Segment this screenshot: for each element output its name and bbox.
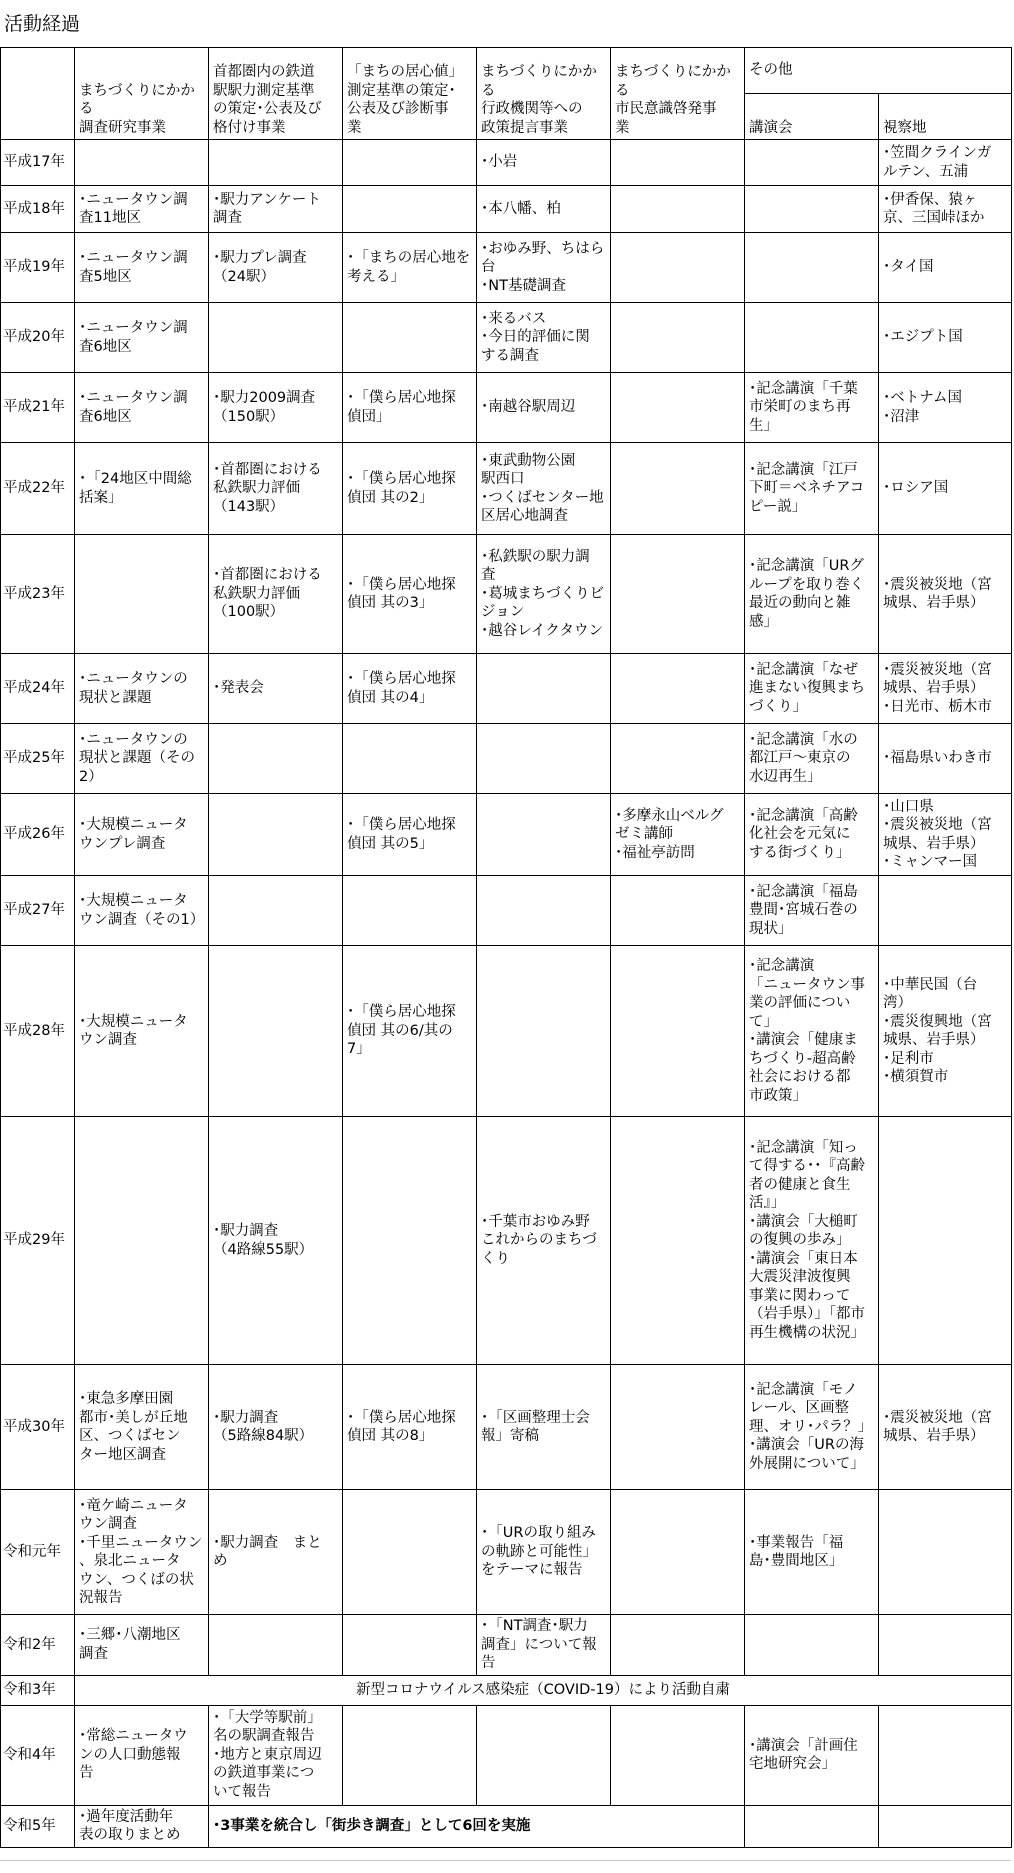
year-cell: 令和3年 bbox=[1, 1675, 75, 1705]
table-row bbox=[1, 186, 1012, 233]
station-cell: ･駅力調査 まと め bbox=[209, 1490, 343, 1615]
header-tour: 視察地 bbox=[879, 94, 1012, 140]
year-cell: 平成25年 bbox=[1, 724, 75, 794]
header-year bbox=[1, 48, 75, 140]
station-cell: ･駅力2009調査 （150駅） bbox=[209, 373, 343, 443]
research-cell: ･常総ニュータウ ンの人口動態報 告 bbox=[75, 1705, 209, 1805]
policy-cell: ･千葉市おゆみ野 これからのまちづ くり bbox=[477, 1117, 611, 1365]
lecture-cell: ･記念講演「URグ ループを取り巻く 最近の動向と雑 感」 bbox=[745, 535, 879, 654]
lecture-cell: ･記念講演 「ニュータウン事 業の評価につい て」 ･講演会「健康ま ちづくり-超高齢 社会における都 市政策」 bbox=[745, 946, 879, 1117]
research-cell: ･竜ケ崎ニュータ ウン調査 ･千里ニュータウン 、泉北ニュータ ウン、つくばの状 況報告 bbox=[75, 1490, 209, 1615]
ibasho-cell bbox=[343, 140, 477, 186]
station-cell: ･首都圏における 私鉄駅力評価 （143駅） bbox=[209, 443, 343, 535]
table-row bbox=[1, 654, 1012, 724]
ibasho-cell: ･「僕ら居心地探 偵団 其の4」 bbox=[343, 654, 477, 724]
policy-cell: ･東武動物公園 駅西口 ･つくばセンター地 区居心地調査 bbox=[477, 443, 611, 535]
research-cell: ･ニュータウン調 査6地区 bbox=[75, 303, 209, 373]
research-cell bbox=[75, 535, 209, 654]
policy-cell bbox=[477, 876, 611, 946]
citizen-cell bbox=[611, 876, 745, 946]
station-cell: ･駅力アンケート 調査 bbox=[209, 186, 343, 233]
lecture-cell: ･記念講演「知っ て得する･･『高齢 者の健康と食生 活』」 ･講演会「大槌町 の復興の歩み」 ･講演会「東日本 大震災津波復興 事業に関わって （岩手県）」「都市 再生機構の状況」 bbox=[745, 1117, 879, 1365]
table-row bbox=[1, 233, 1012, 303]
policy-cell: ･小岩 bbox=[477, 140, 611, 186]
policy-cell: ･おゆみ野、ちはら 台 ･NT基礎調査 bbox=[477, 233, 611, 303]
tour-cell: ･中華民国（台 湾） ･震災復興地（宮 城県、岩手県） ･足利市 ･横須賀市 bbox=[879, 946, 1012, 1117]
tour-cell bbox=[879, 1705, 1012, 1805]
citizen-cell bbox=[611, 1490, 745, 1615]
table-row bbox=[1, 1615, 1012, 1676]
citizen-cell bbox=[611, 535, 745, 654]
lecture-cell: ･記念講演「水の 都江戸～東京の 水辺再生」 bbox=[745, 724, 879, 794]
ibasho-cell: ･「僕ら居心地探 偵団」 bbox=[343, 373, 477, 443]
lecture-cell: ･記念講演「福島 豊間･宮城石巻の 現状」 bbox=[745, 876, 879, 946]
activity-table bbox=[0, 47, 1012, 1848]
table-row bbox=[1, 1490, 1012, 1615]
policy-cell: ･「区画整理士会 報」寄稿 bbox=[477, 1365, 611, 1490]
ibasho-cell: ･「僕ら居心地探 偵団 其の3」 bbox=[343, 535, 477, 654]
station-cell: ･首都圏における 私鉄駅力評価 （100駅） bbox=[209, 535, 343, 654]
ibasho-cell bbox=[343, 1615, 477, 1676]
citizen-cell: ･多摩永山ベルグ ゼミ講師 ･福祉亭訪問 bbox=[611, 794, 745, 876]
policy-cell bbox=[477, 724, 611, 794]
lecture-cell: ･記念講演「高齢 化社会を元気に する街づくり」 bbox=[745, 794, 879, 876]
bottom-divider bbox=[0, 1860, 1011, 1861]
tour-cell: ･エジプト国 bbox=[879, 303, 1012, 373]
citizen-cell bbox=[611, 946, 745, 1117]
research-cell: ･大規模ニュータ ウンプレ調査 bbox=[75, 794, 209, 876]
citizen-cell bbox=[611, 443, 745, 535]
policy-cell: ･来るバス ･今日的評価に関 する調査 bbox=[477, 303, 611, 373]
ibasho-cell: ･「まちの居心地を 考える」 bbox=[343, 233, 477, 303]
header-citizen: まちづくりにかかる 市民意識啓発事 業 bbox=[611, 48, 745, 140]
year-cell: 平成23年 bbox=[1, 535, 75, 654]
lecture-cell bbox=[745, 140, 879, 186]
table-row bbox=[1, 303, 1012, 373]
ibasho-cell bbox=[343, 1705, 477, 1805]
policy-cell: ･南越谷駅周辺 bbox=[477, 373, 611, 443]
policy-cell: ･「URの取り組み の軌跡と可能性」 をテーマに報告 bbox=[477, 1490, 611, 1615]
year-cell: 令和2年 bbox=[1, 1615, 75, 1676]
policy-cell bbox=[477, 654, 611, 724]
lecture-cell: ･講演会「計画住 宅地研究会」 bbox=[745, 1705, 879, 1805]
tour-cell: ･福島県いわき市 bbox=[879, 724, 1012, 794]
station-cell bbox=[209, 946, 343, 1117]
table-row bbox=[1, 876, 1012, 946]
year-cell: 令和5年 bbox=[1, 1805, 75, 1847]
tour-cell: ･震災被災地（宮 城県、岩手県） ･日光市、栃木市 bbox=[879, 654, 1012, 724]
merged-survey-cell: ･3事業を統合し「街歩き調査」として6回を実施 bbox=[209, 1805, 745, 1847]
header-lecture: 講演会 bbox=[745, 94, 879, 140]
ibasho-cell bbox=[343, 1490, 477, 1615]
policy-cell bbox=[477, 946, 611, 1117]
lecture-cell: ･記念講演「千葉 市栄町のまち再 生」 bbox=[745, 373, 879, 443]
header-research: まちづくりにかかる 調査研究事業 bbox=[75, 48, 209, 140]
table-row bbox=[1, 794, 1012, 876]
table-row bbox=[1, 443, 1012, 535]
station-cell bbox=[209, 876, 343, 946]
year-cell: 平成27年 bbox=[1, 876, 75, 946]
lecture-cell bbox=[745, 1615, 879, 1676]
research-cell: ･「24地区中間総 括案」 bbox=[75, 443, 209, 535]
lecture-cell bbox=[745, 1805, 879, 1847]
research-cell: ･大規模ニュータ ウン調査 bbox=[75, 946, 209, 1117]
tour-cell bbox=[879, 876, 1012, 946]
citizen-cell bbox=[611, 654, 745, 724]
lecture-cell: ･事業報告「福 島･豊間地区」 bbox=[745, 1490, 879, 1615]
station-cell bbox=[209, 303, 343, 373]
tour-cell bbox=[879, 1805, 1012, 1847]
research-cell: ･ニュータウンの 現状と課題 bbox=[75, 654, 209, 724]
research-cell bbox=[75, 140, 209, 186]
year-cell: 令和元年 bbox=[1, 1490, 75, 1615]
year-cell: 平成19年 bbox=[1, 233, 75, 303]
table-row bbox=[1, 724, 1012, 794]
table-row bbox=[1, 140, 1012, 186]
table-row bbox=[1, 373, 1012, 443]
research-cell: ･ニュータウン調 査11地区 bbox=[75, 186, 209, 233]
tour-cell: ･山口県 ･震災被災地（宮 城県、岩手県） ･ミャンマー国 bbox=[879, 794, 1012, 876]
year-cell: 平成21年 bbox=[1, 373, 75, 443]
tour-cell bbox=[879, 1490, 1012, 1615]
year-cell: 平成28年 bbox=[1, 946, 75, 1117]
citizen-cell bbox=[611, 1117, 745, 1365]
ibasho-cell bbox=[343, 186, 477, 233]
year-cell: 平成17年 bbox=[1, 140, 75, 186]
ibasho-cell: ･「僕ら居心地探 偵団 其の5」 bbox=[343, 794, 477, 876]
header-policy: まちづくりにかかる 行政機関等への 政策提言事業 bbox=[477, 48, 611, 140]
ibasho-cell bbox=[343, 303, 477, 373]
tour-cell: ･伊香保、猿ヶ 京、三国峠ほか bbox=[879, 186, 1012, 233]
covid-notice: 新型コロナウイルス感染症（COVID-19）により活動自粛 bbox=[75, 1675, 1012, 1705]
citizen-cell bbox=[611, 233, 745, 303]
station-cell bbox=[209, 140, 343, 186]
research-cell: ･ニュータウン調 査6地区 bbox=[75, 373, 209, 443]
research-cell: ･ニュータウン調 査5地区 bbox=[75, 233, 209, 303]
year-cell: 平成26年 bbox=[1, 794, 75, 876]
ibasho-cell: ･「僕ら居心地探 偵団 其の8」 bbox=[343, 1365, 477, 1490]
tour-cell bbox=[879, 1615, 1012, 1676]
research-cell: ･大規模ニュータ ウン調査（その1） bbox=[75, 876, 209, 946]
policy-cell: ･本八幡、柏 bbox=[477, 186, 611, 233]
citizen-cell bbox=[611, 303, 745, 373]
station-cell: ･「大学等駅前」 名の駅調査報告 ･地方と東京周辺 の鉄道事業につ いて報告 bbox=[209, 1705, 343, 1805]
table-row bbox=[1, 1705, 1012, 1805]
year-cell: 平成18年 bbox=[1, 186, 75, 233]
header-ibasho: 「まちの居心値」 測定基準の策定･ 公表及び診断事 業 bbox=[343, 48, 477, 140]
tour-cell: ･震災被災地（宮 城県、岩手県） bbox=[879, 1365, 1012, 1490]
citizen-cell bbox=[611, 1365, 745, 1490]
station-cell bbox=[209, 1615, 343, 1676]
lecture-cell: ･記念講演「なぜ 進まない復興まち づくり」 bbox=[745, 654, 879, 724]
citizen-cell bbox=[611, 1615, 745, 1676]
citizen-cell bbox=[611, 724, 745, 794]
table-row bbox=[1, 535, 1012, 654]
header-other: その他 bbox=[745, 48, 1012, 94]
research-cell bbox=[75, 1117, 209, 1365]
lecture-cell bbox=[745, 186, 879, 233]
lecture-cell: ･記念講演「江戸 下町＝ベネチアコ ピー説」 bbox=[745, 443, 879, 535]
station-cell: ･駅力プレ調査 （24駅） bbox=[209, 233, 343, 303]
station-cell bbox=[209, 724, 343, 794]
citizen-cell bbox=[611, 140, 745, 186]
tour-cell bbox=[879, 1117, 1012, 1365]
table-row bbox=[1, 1365, 1012, 1490]
research-cell: ･過年度活動年 表の取りまとめ bbox=[75, 1805, 209, 1847]
year-cell: 平成22年 bbox=[1, 443, 75, 535]
policy-cell bbox=[477, 1705, 611, 1805]
lecture-cell bbox=[745, 233, 879, 303]
ibasho-cell bbox=[343, 724, 477, 794]
year-cell: 平成29年 bbox=[1, 1117, 75, 1365]
research-cell: ･ニュータウンの 現状と課題（その 2） bbox=[75, 724, 209, 794]
ibasho-cell bbox=[343, 1117, 477, 1365]
tour-cell: ･震災被災地（宮 城県、岩手県） bbox=[879, 535, 1012, 654]
station-cell: ･駅力調査 （4路線55駅） bbox=[209, 1117, 343, 1365]
table-row bbox=[1, 946, 1012, 1117]
station-cell: ･発表会 bbox=[209, 654, 343, 724]
year-cell: 平成30年 bbox=[1, 1365, 75, 1490]
citizen-cell bbox=[611, 1705, 745, 1805]
tour-cell: ･タイ国 bbox=[879, 233, 1012, 303]
header-station: 首都圏内の鉄道 駅駅力測定基準 の策定･公表及び 格付け事業 bbox=[209, 48, 343, 140]
year-cell: 平成20年 bbox=[1, 303, 75, 373]
last-row bbox=[1, 1805, 1012, 1847]
year-cell: 平成24年 bbox=[1, 654, 75, 724]
ibasho-cell bbox=[343, 876, 477, 946]
citizen-cell bbox=[611, 186, 745, 233]
tour-cell: ･ロシア国 bbox=[879, 443, 1012, 535]
research-cell: ･三郷･八潮地区 調査 bbox=[75, 1615, 209, 1676]
page-title: 活動経過 bbox=[4, 13, 81, 35]
tour-cell: ･ベトナム国 ･沼津 bbox=[879, 373, 1012, 443]
policy-cell: ･「NT調査･駅力 調査」について報 告 bbox=[477, 1615, 611, 1676]
lecture-cell bbox=[745, 303, 879, 373]
year-cell: 令和4年 bbox=[1, 1705, 75, 1805]
lecture-cell: ･記念講演「モノ レール、区画整 理、オリ･パラ？」 ･講演会「URの海 外展開について」 bbox=[745, 1365, 879, 1490]
research-cell: ･東急多摩田園 都市･美しが丘地 区、つくばセン ター地区調査 bbox=[75, 1365, 209, 1490]
station-cell bbox=[209, 794, 343, 876]
tour-cell: ･笠間クラインガ ルテン、五浦 bbox=[879, 140, 1012, 186]
table-row bbox=[1, 1117, 1012, 1365]
covid-row bbox=[1, 1675, 1012, 1705]
citizen-cell bbox=[611, 373, 745, 443]
policy-cell: ･私鉄駅の駅力調 査 ･葛城まちづくりビ ジョン ･越谷レイクタウン bbox=[477, 535, 611, 654]
ibasho-cell: ･「僕ら居心地探 偵団 其の2」 bbox=[343, 443, 477, 535]
station-cell: ･駅力調査 （5路線84駅） bbox=[209, 1365, 343, 1490]
policy-cell bbox=[477, 794, 611, 876]
ibasho-cell: ･「僕ら居心地探 偵団 其の6/其の 7」 bbox=[343, 946, 477, 1117]
